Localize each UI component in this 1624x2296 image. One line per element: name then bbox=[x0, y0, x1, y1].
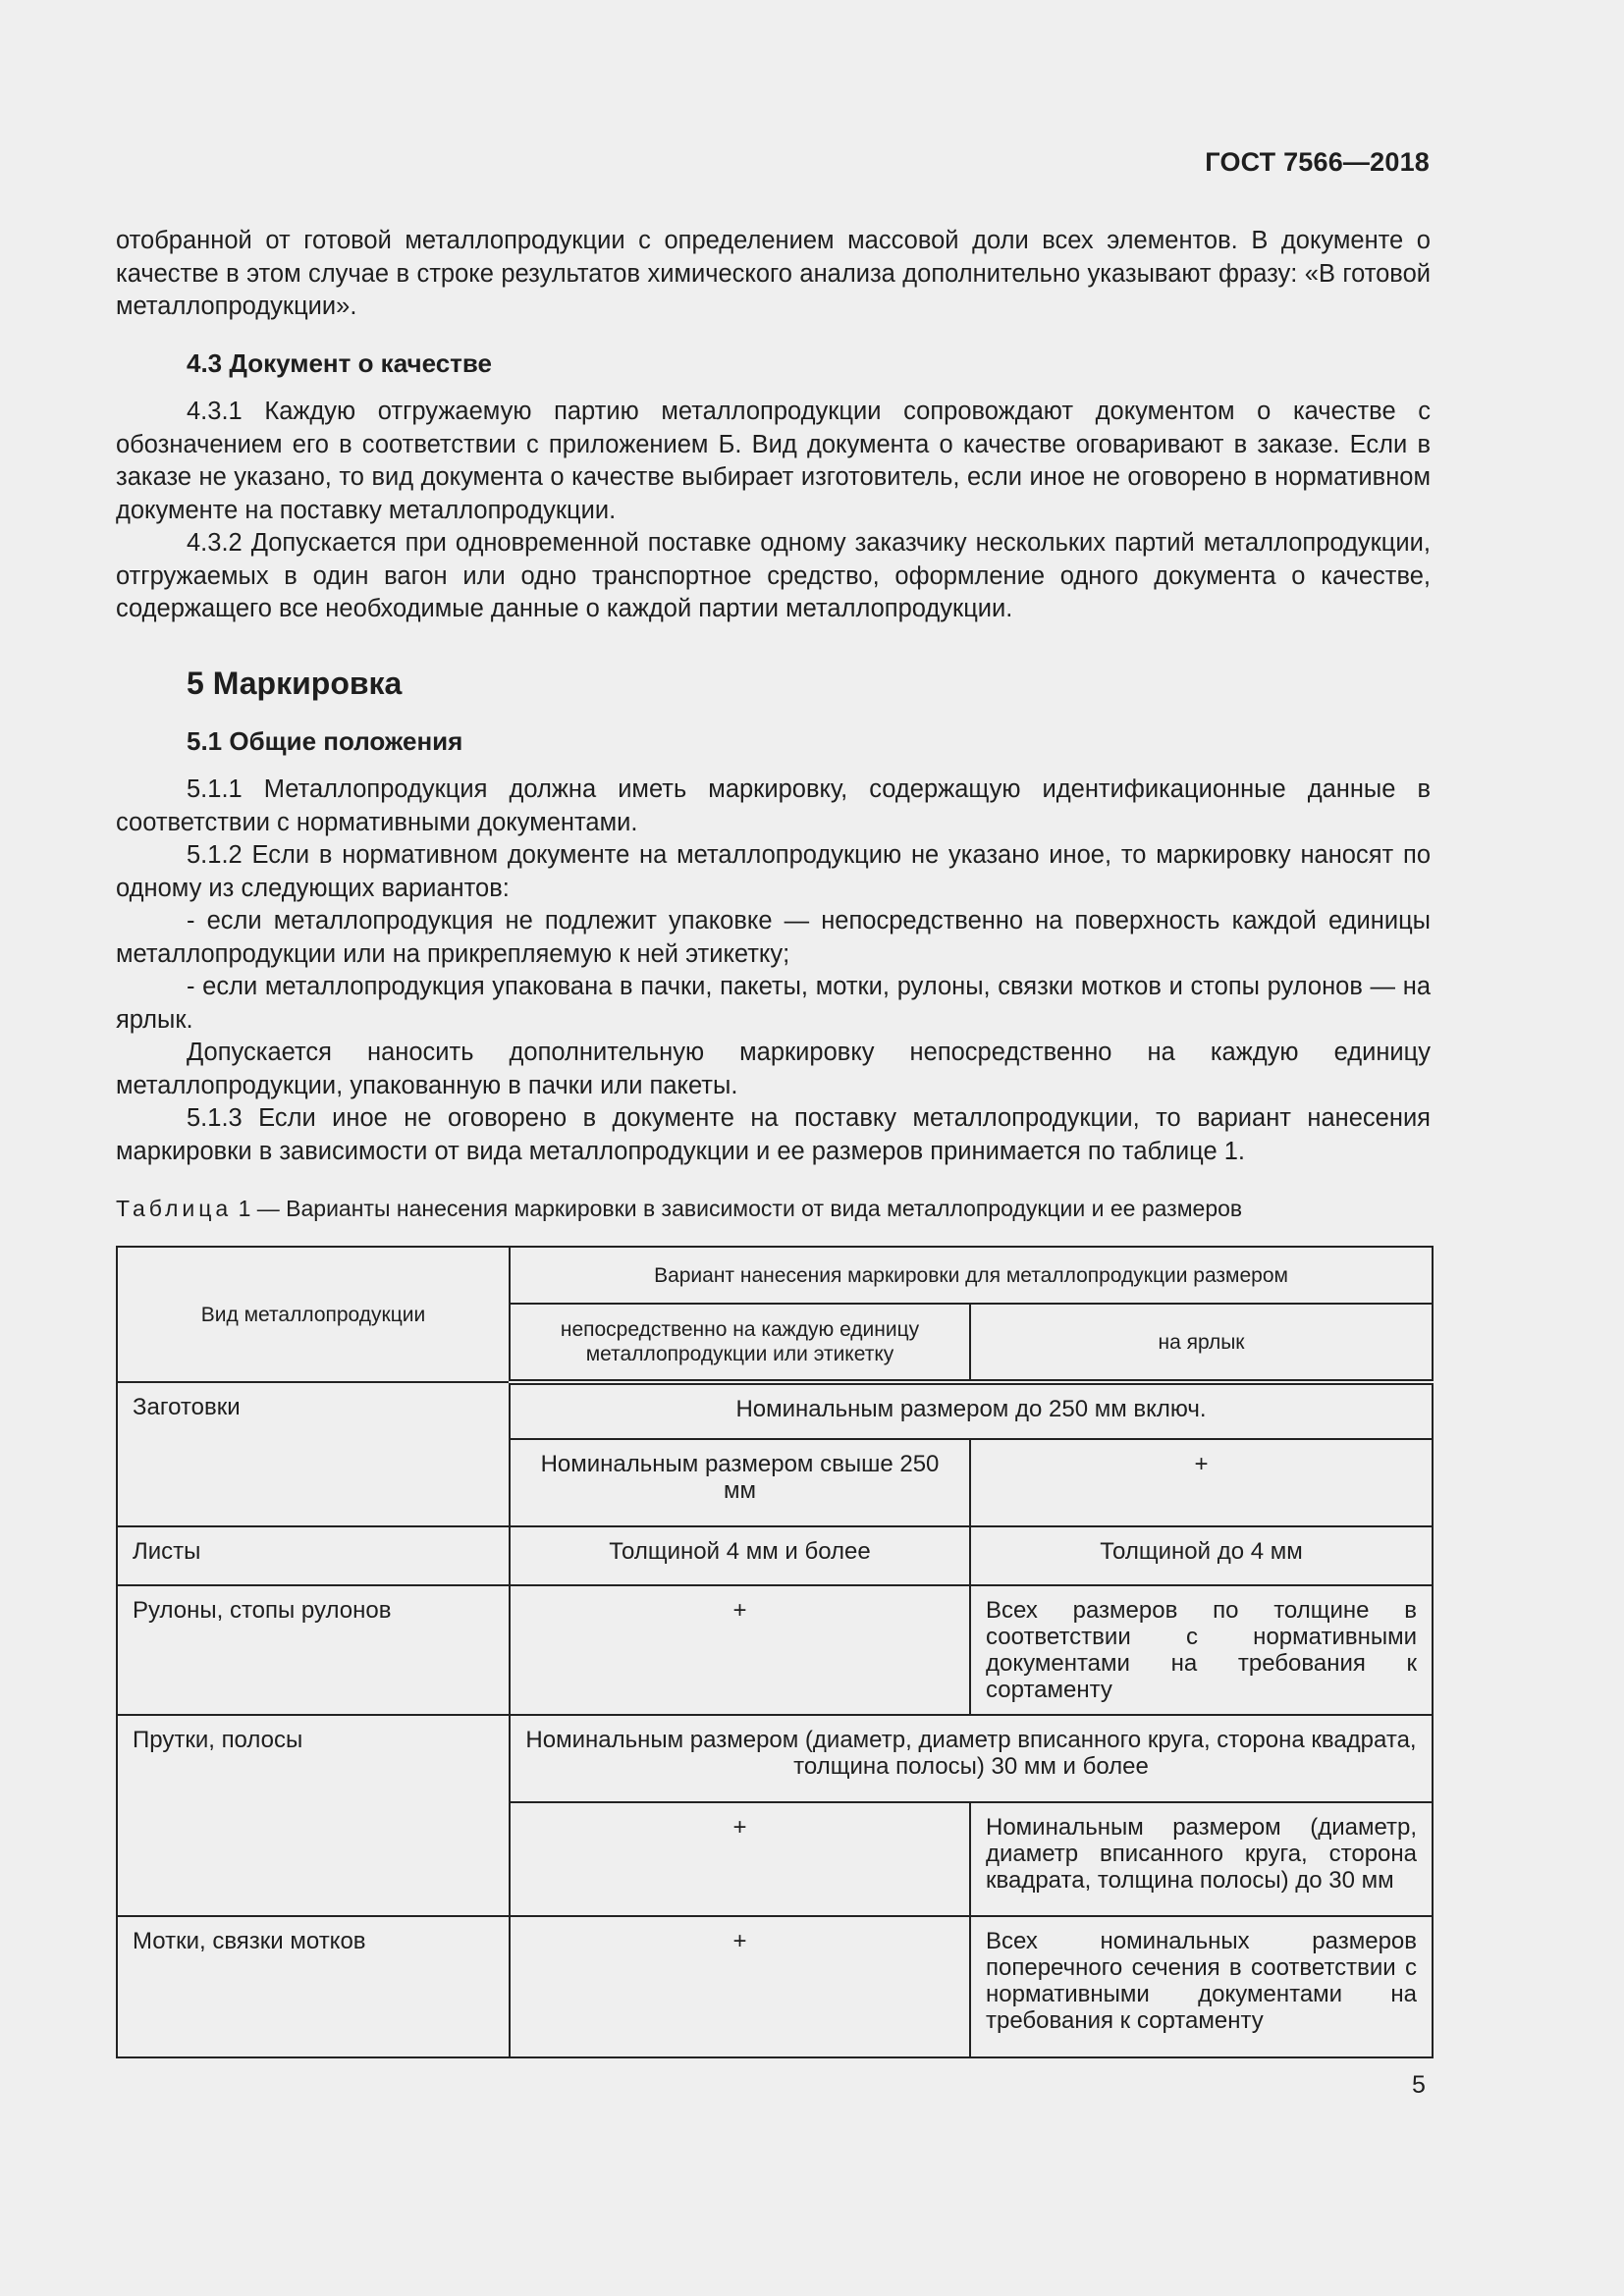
intro-paragraph: отобранной от готовой металлопродукции с определением массовой доли всех элементов. В документе о качестве в этом случае в строке результатов химического анализа дополнительно указывают фразу: «В готовой металлопродукции». bbox=[116, 227, 1431, 320]
table-caption-label: Таблица bbox=[116, 1196, 233, 1221]
cell-billets-name: Заготовки bbox=[117, 1382, 510, 1526]
paragraph-5-1-2: 5.1.2 Если в нормативном документе на металлопродукцию не указано иное, то маркировку наносят по одному из следующих вариантов: bbox=[116, 841, 1431, 902]
cell-bars-direct: + bbox=[510, 1802, 970, 1916]
table-row bbox=[117, 1526, 1433, 1585]
table-row bbox=[117, 1916, 1433, 2057]
section-5-1-heading: 5.1 Общие положения bbox=[187, 726, 463, 756]
cell-billets-span: Номинальным размером до 250 мм включ. bbox=[510, 1382, 1433, 1439]
section-4-3-heading: 4.3 Документ о качестве bbox=[187, 348, 493, 378]
cell-bars-span: Номинальным размером (диаметр, диаметр вписанного круга, сторона квадрата, толщина полосы) 30 мм и более bbox=[510, 1715, 1433, 1802]
paragraph-4-3-2: 4.3.2 Допускается при одновременной поставке одному заказчику нескольких партий металлопродукции, отгружаемых в один вагон или одно транспортное средство, оформление одного документа о качестве, содержащего все необходимые данные о каждой партии металлопродукции. bbox=[116, 529, 1431, 622]
cell-sheets-name: Листы bbox=[117, 1526, 510, 1585]
paragraph-5-1-3: 5.1.3 Если иное не оговорено в документе на поставку металлопродукции, то вариант нанесения маркировки в зависимости от вида металлопродукции и ее размеров принимается по таблице 1. bbox=[116, 1104, 1431, 1165]
paragraph-5-1-1: 5.1.1 Металлопродукция должна иметь маркировку, содержащую идентификационные данные в соответствии с нормативными документами. bbox=[116, 775, 1431, 836]
cell-coils-name: Мотки, связки мотков bbox=[117, 1916, 510, 2057]
marking-variants-table bbox=[116, 1246, 1434, 2058]
paragraph-4-3-1: 4.3.1 Каждую отгружаемую партию металлопродукции сопровождают документом о качестве с обозначением его в соответствии с приложением Б. Вид документа о качестве оговаривают в заказе. Если в заказе не указано, то вид документа о качестве выбирает изготовитель, если иное не оговорено в нормативном документе на поставку металлопродукции. bbox=[116, 398, 1431, 524]
cell-coils-direct: + bbox=[510, 1916, 970, 2057]
header-marking-variant: Вариант нанесения маркировки для металлопродукции размером bbox=[510, 1247, 1433, 1304]
section-4-3-body bbox=[116, 396, 1431, 626]
header-product-kind: Вид металлопродукции bbox=[117, 1247, 510, 1382]
cell-billets-label: + bbox=[970, 1439, 1433, 1526]
cell-sheets-direct: Толщиной 4 мм и более bbox=[510, 1526, 970, 1585]
cell-bars-name: Прутки, полосы bbox=[117, 1715, 510, 1916]
table-row bbox=[117, 1585, 1433, 1715]
cell-rolls-name: Рулоны, стопы рулонов bbox=[117, 1585, 510, 1715]
cell-billets-direct: Номинальным размером свыше 250 мм bbox=[510, 1439, 970, 1526]
intro-paragraph-block bbox=[116, 225, 1431, 324]
list-item-packed: - если металлопродукция упакована в пачки, пакеты, мотки, рулоны, связки мотков и стопы рулонов — на ярлык. bbox=[116, 973, 1431, 1034]
list-item-unpacked: - если металлопродукция не подлежит упаковке — непосредственно на поверхность каждой единицы металлопродукции или на прикрепляемую к ней этикетку; bbox=[116, 907, 1431, 968]
section-5-1-body bbox=[116, 774, 1431, 1168]
cell-coils-label: Всех номинальных размеров поперечного сечения в соответствии с нормативными документами на требования к сортаменту bbox=[970, 1916, 1433, 2057]
table-row bbox=[117, 1715, 1433, 1802]
table-caption bbox=[116, 1196, 1242, 1222]
header-label-marking: на ярлык bbox=[970, 1304, 1433, 1382]
table-caption-text: 1 — Варианты нанесения маркировки в зависимости от вида металлопродукции и ее размеров bbox=[232, 1196, 1243, 1221]
paragraph-additional-marking: Допускается наносить дополнительную маркировку непосредственно на каждую единицу металлопродукции, упакованную в пачки или пакеты. bbox=[116, 1039, 1431, 1099]
header-direct-marking: непосредственно на каждую единицу металлопродукции или этикетку bbox=[510, 1304, 970, 1382]
cell-sheets-label: Толщиной до 4 мм bbox=[970, 1526, 1433, 1585]
cell-bars-label: Номинальным размером (диаметр, диаметр вписанного круга, сторона квадрата, толщина полосы) до 30 мм bbox=[970, 1802, 1433, 1916]
cell-rolls-label: Всех размеров по толщине в соответствии с нормативными документами на требования к сортаменту bbox=[970, 1585, 1433, 1715]
section-5-heading: 5 Маркировка bbox=[187, 666, 403, 701]
table-row bbox=[117, 1382, 1433, 1439]
standard-code: ГОСТ 7566—2018 bbox=[1205, 147, 1430, 177]
cell-rolls-direct: + bbox=[510, 1585, 970, 1715]
page-number: 5 bbox=[1412, 2071, 1426, 2099]
